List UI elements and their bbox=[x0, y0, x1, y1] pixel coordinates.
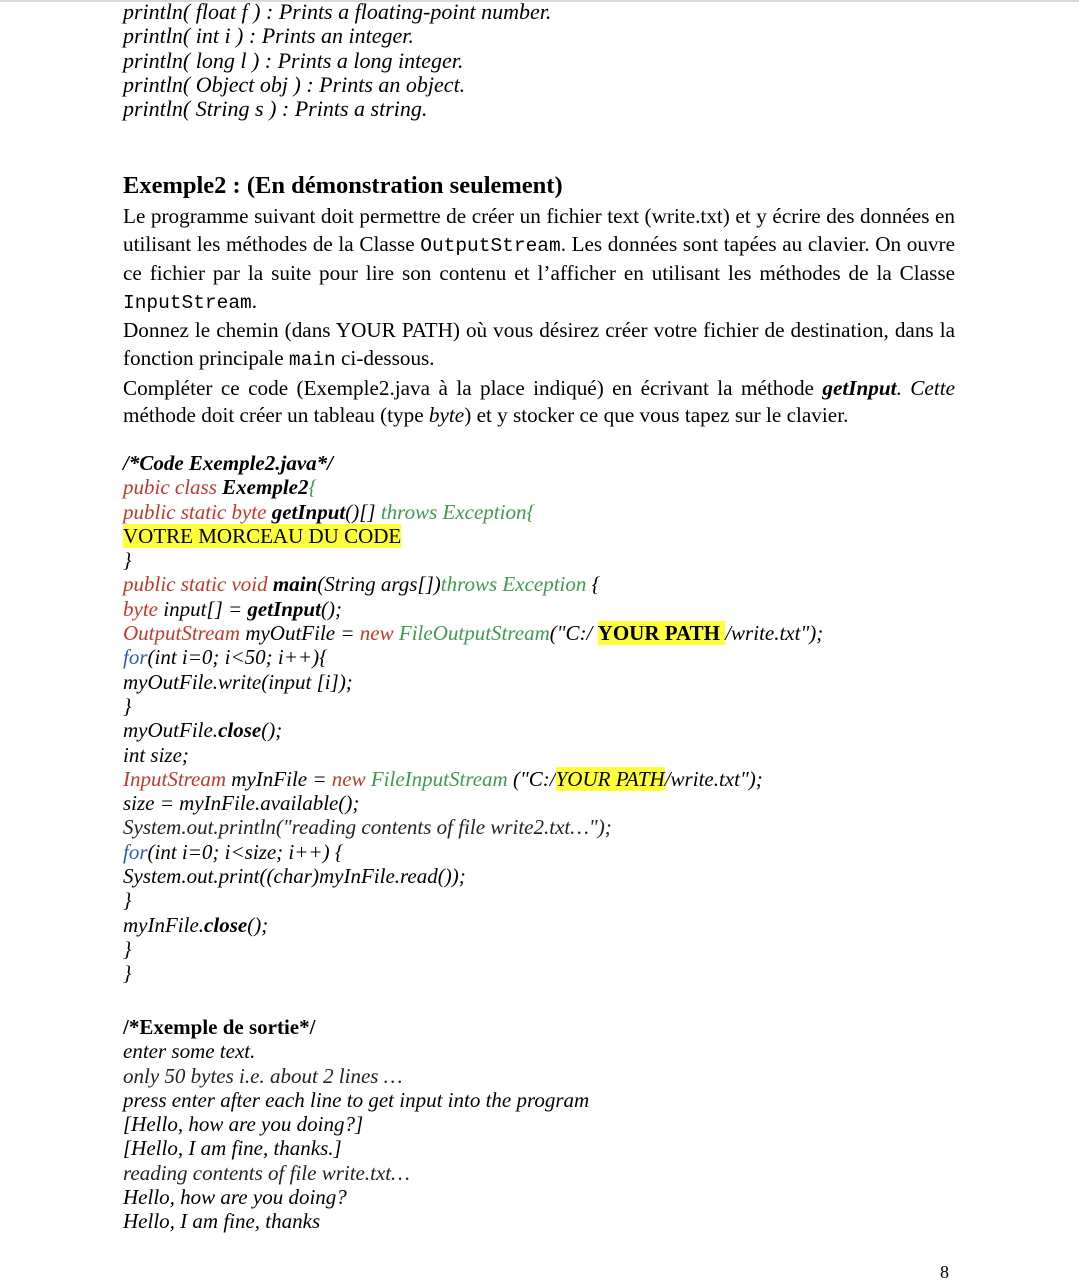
path-highlight: YOUR PATH bbox=[597, 621, 726, 646]
code-line: public static void main(String args[])throws Exception { bbox=[123, 572, 601, 597]
output-line: Hello, I am fine, thanks bbox=[123, 1209, 321, 1234]
println-item: println( Object obj ) : Prints an object. bbox=[123, 71, 466, 97]
println-item: println( long l ) : Prints a long integer. bbox=[123, 47, 464, 73]
output-line: enter some text. bbox=[123, 1039, 256, 1064]
code-listing bbox=[123, 451, 963, 986]
code-line: myOutFile.write(input [i]); bbox=[123, 669, 353, 694]
placeholder-highlight: VOTRE MORCEAU DU CODE bbox=[123, 523, 402, 548]
sample-output bbox=[123, 1015, 963, 1234]
section-title: Exemple2 : (En démonstration seulement) bbox=[123, 172, 563, 199]
code-line: myOutFile.close(); bbox=[123, 718, 283, 743]
code-line: } bbox=[123, 961, 132, 986]
output-line: [Hello, how are you doing?] bbox=[123, 1112, 364, 1137]
code-comment: /*Code Exemple2.java*/ bbox=[123, 451, 333, 475]
code-line: pubic class Exemple2{ bbox=[123, 475, 317, 500]
println-item: println( float f ) : Prints a floating-point number. bbox=[123, 0, 552, 24]
println-item: println( String s ) : Prints a string. bbox=[123, 96, 428, 122]
output-line: only 50 bytes i.e. about 2 lines … bbox=[123, 1063, 403, 1088]
code-line bbox=[123, 524, 963, 548]
code-line: byte input[] = getInput(); bbox=[123, 596, 342, 621]
code-line: public static byte getInput()[] throws Exception{ bbox=[123, 499, 535, 524]
code-line: InputStream myInFile = new FileInputStream ("C:/YOUR PATH/write.txt"); bbox=[123, 766, 763, 791]
page-number: 8 bbox=[940, 1262, 949, 1282]
section-body bbox=[123, 203, 955, 430]
code-line: for(int i=0; i<50; i++){ bbox=[123, 645, 328, 670]
println-item: println( int i ) : Prints an integer. bbox=[123, 23, 414, 49]
code-line: } bbox=[123, 693, 132, 718]
paragraph-task: Compléter ce code (Exemple2.java à la place indiqué) en écrivant la méthode getInput. Cette méthode doit créer un tableau (type byte) et y stocker ce que vous tapez sur le clavier. bbox=[123, 375, 956, 428]
code-line: } bbox=[123, 888, 132, 913]
path-highlight: YOUR PATH bbox=[555, 766, 665, 791]
code-line: } bbox=[123, 548, 132, 573]
println-list bbox=[123, 0, 963, 121]
code-line: OutputStream myOutFile = new FileOutputStream("C:/ YOUR PATH /write.txt"); bbox=[123, 621, 824, 646]
code-line: for(int i=0; i<size; i++) { bbox=[123, 839, 344, 864]
code-line: System.out.print((char)myInFile.read()); bbox=[123, 864, 466, 889]
code-line: } bbox=[123, 936, 132, 961]
code-line: size = myInFile.available(); bbox=[123, 791, 360, 816]
paragraph-path: Donnez le chemin (dans YOUR PATH) où vous désirez créer votre fichier de destination, dans la fonction principale main ci-dessous. bbox=[123, 318, 955, 371]
output-line: reading contents of file write.txt… bbox=[123, 1160, 410, 1185]
code-line: System.out.println("reading contents of file write2.txt…"); bbox=[123, 815, 612, 840]
paragraph-intro: Le programme suivant doit permettre de créer un fichier text (write.txt) et y écrire des données en utilisant les méthodes de la Classe OutputStream. Les données sont tapées au clavier. On ouvre ce fichier par la suite pour lire son contenu et l’afficher en utilisant les méthodes de la Classe InputStream. bbox=[123, 204, 955, 314]
output-line: [Hello, I am fine, thanks.] bbox=[123, 1136, 342, 1161]
output-line: Hello, how are you doing? bbox=[123, 1185, 347, 1210]
output-line: press enter after each line to get input into the program bbox=[123, 1087, 590, 1112]
code-line: myInFile.close(); bbox=[123, 912, 269, 937]
output-title: /*Exemple de sortie*/ bbox=[123, 1015, 316, 1039]
code-line: int size; bbox=[123, 742, 189, 767]
